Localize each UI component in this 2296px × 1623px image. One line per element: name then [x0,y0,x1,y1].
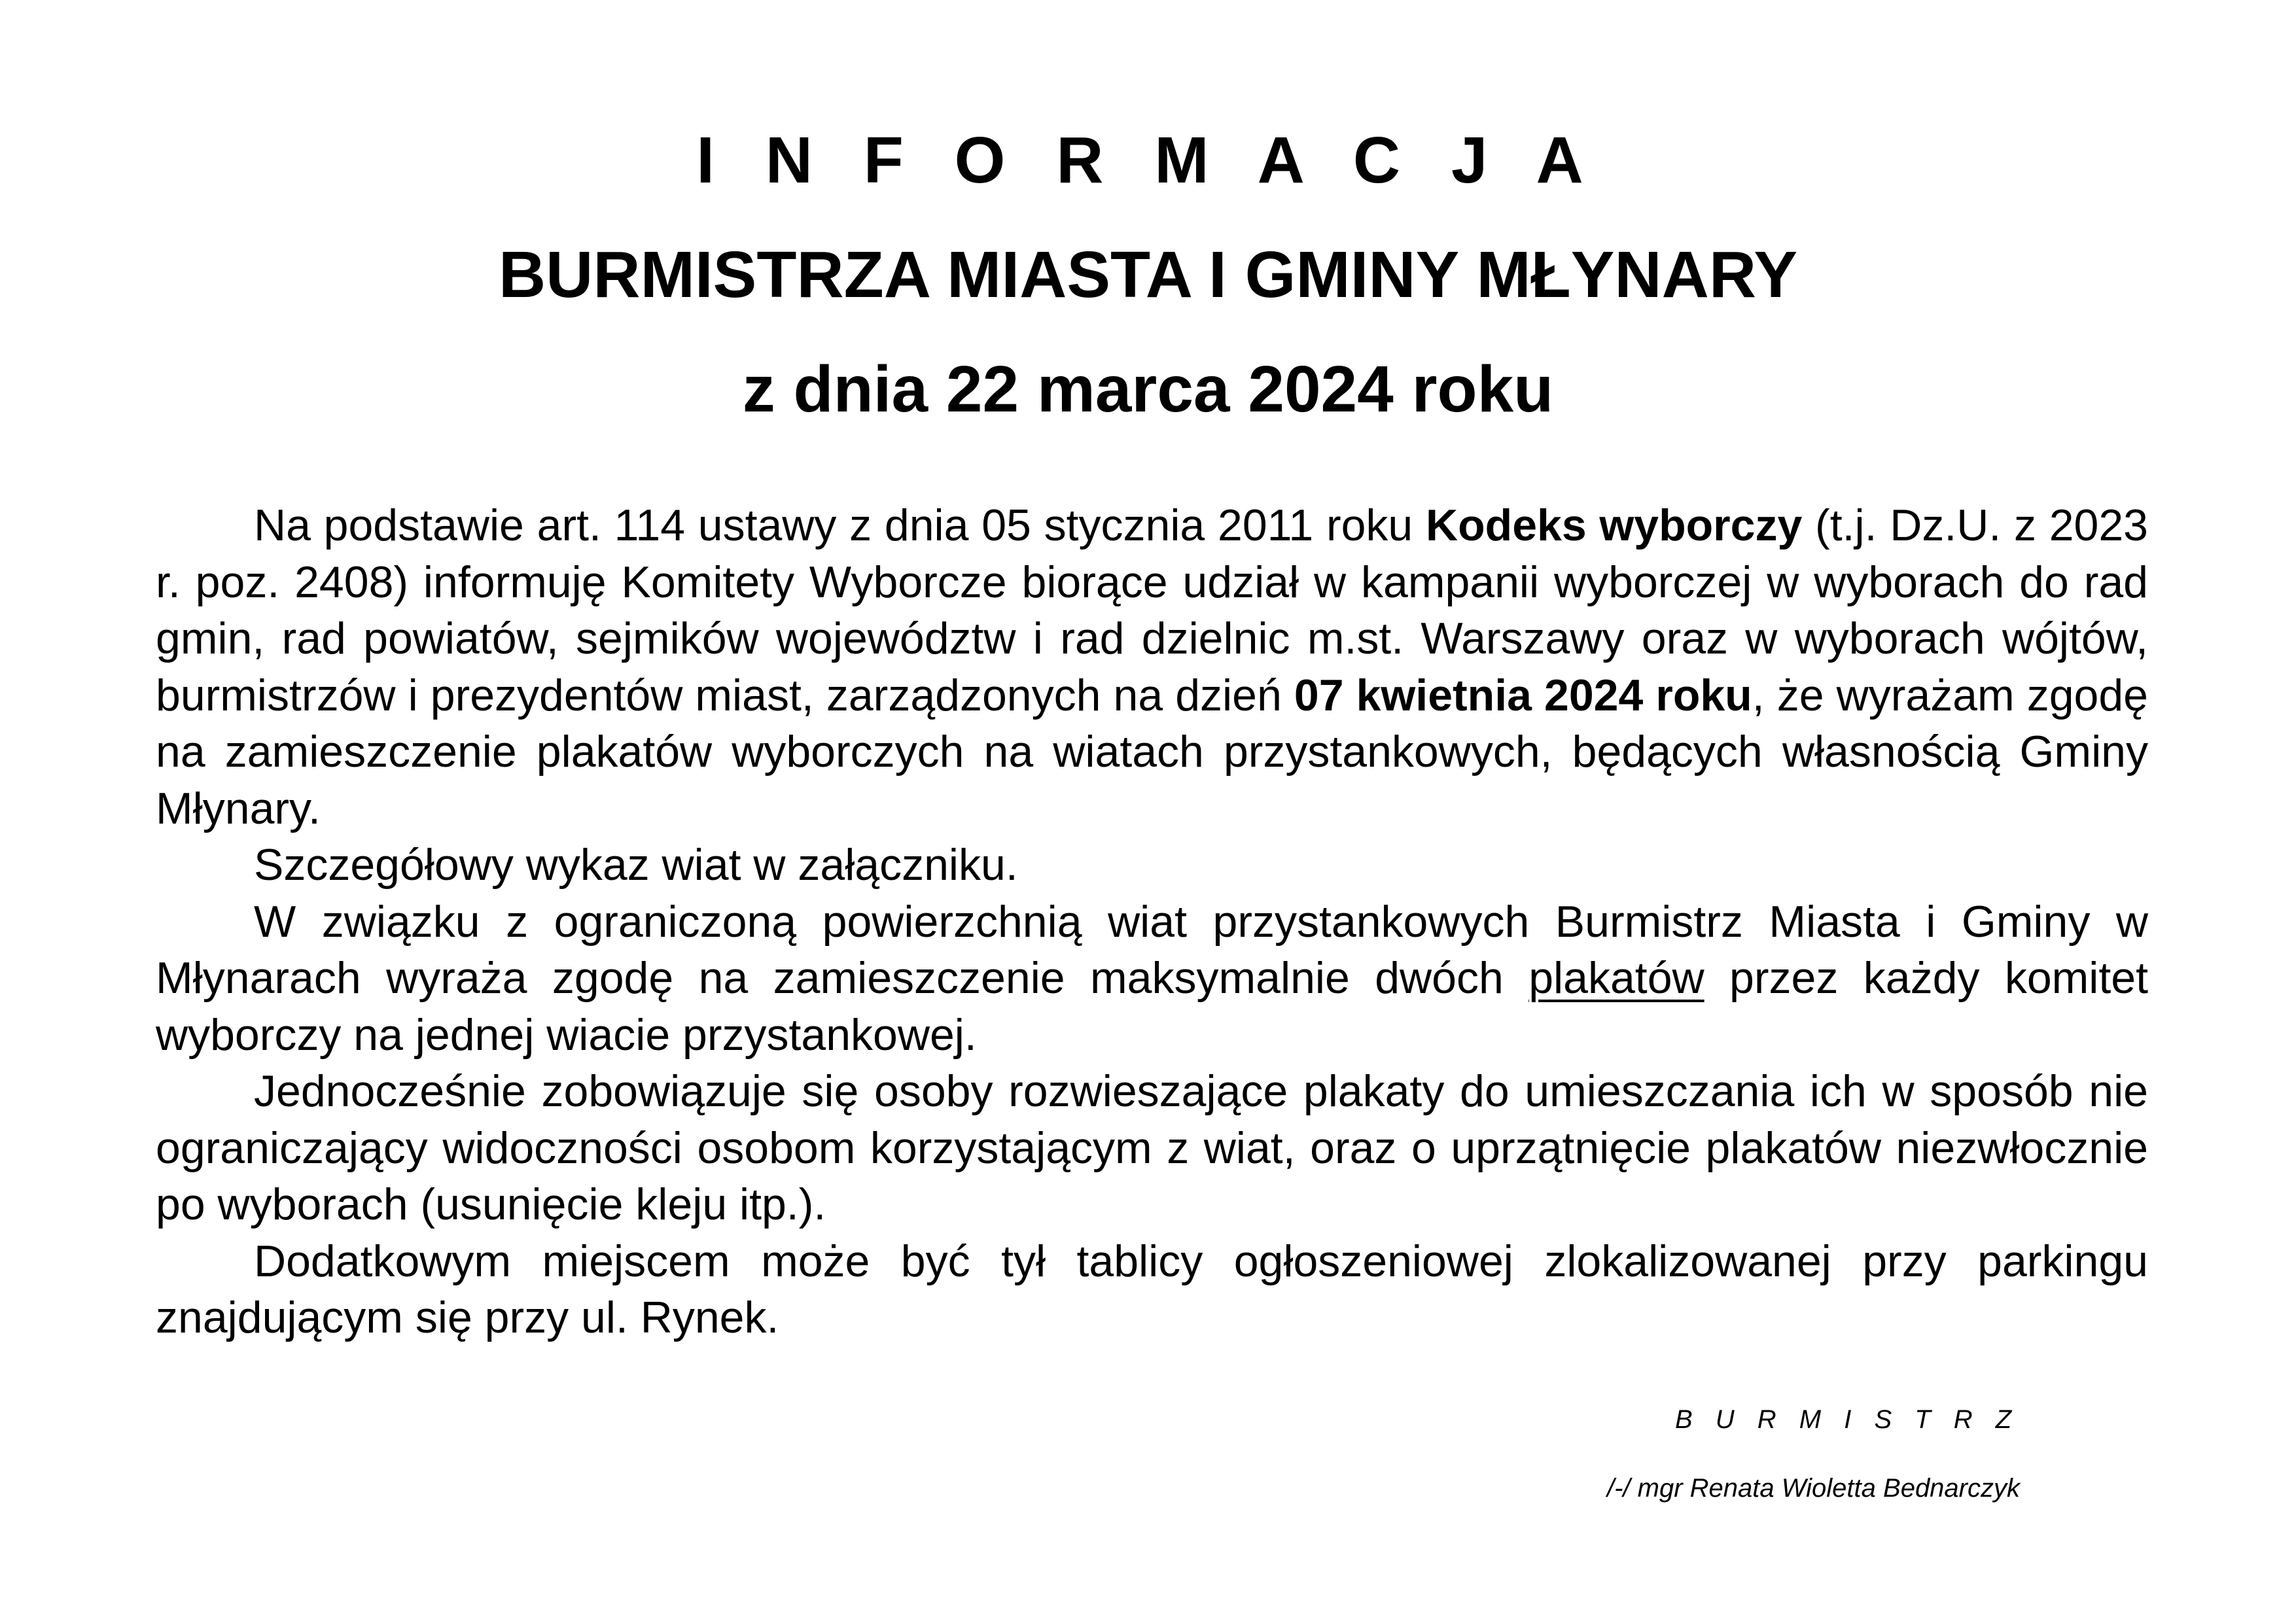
text-segment: (t.j. Dz.U. z 2023 r. poz. 2408) informuję Komitety Wyborcze biorące udział w kampanii wyborczej w wyborach do rad gmin, rad powiatów, sejmików województw i rad dzielnic m.st. Warszawy oraz w wyborach wójtów, burmistrzów i prezydentów miast, zarządzonych na dzień [156,500,2148,720]
date-heading: z dnia 22 marca 2024 roku [742,353,1554,426]
paragraph-obligations: Jednocześnie zobowiązuje się osoby rozwieszające plakaty do umieszczania ich w sposób nie ograniczający widoczności osobom korzystającym z wiat, oraz o uprzątnięcie plakatów niezwłocznie po wyborach (usunięcie kleju itp.). [156,1066,2148,1229]
signature-name: /-/ mgr Renata Wioletta Bednarczyk [1607,1474,2020,1503]
underlined-word: plakatów [1528,953,1704,1003]
document-body [156,497,2148,1346]
text-segment: Na podstawie art. 114 ustawy z dnia 05 stycznia 2011 roku [254,500,1426,550]
issuer-heading: BURMISTRZA MIASTA I GMINY MŁYNARY [498,238,1798,311]
paragraph-additional-place: Dodatkowym miejscem może być tył tablicy ogłoszeniowej zlokalizowanej przy parkingu znajdującym się przy ul. Rynek. [156,1236,2148,1342]
text-segment: W związku z ograniczoną powierzchnią wiat przystankowych Burmistrz Miasta i Gminy w Młynarach wyraża zgodę na zamieszczenie maksymalnie dwóch [156,896,2148,1003]
signature-title: B U R M I S T R Z [1675,1405,2020,1434]
paragraph-poster-limit [156,894,2148,1064]
paragraph-attachment-note: Szczegółowy wykaz wiat w załączniku. [254,840,1018,890]
text-segment: przez każdy komitet wyborczy na jednej wiacie przystankowej. [156,953,2148,1060]
bold-code-name: Kodeks wyborczy [1426,500,1803,550]
document-title: I N F O R M A C J A [696,124,1600,197]
paragraph-legal-basis [156,497,2148,837]
text-segment: , że wyrażam zgodę na zamieszczenie plakatów wyborczych na wiatach przystankowych, będących własnością Gminy Młynary. [156,670,2148,833]
bold-election-date: 07 kwietnia 2024 roku [1294,670,1752,720]
